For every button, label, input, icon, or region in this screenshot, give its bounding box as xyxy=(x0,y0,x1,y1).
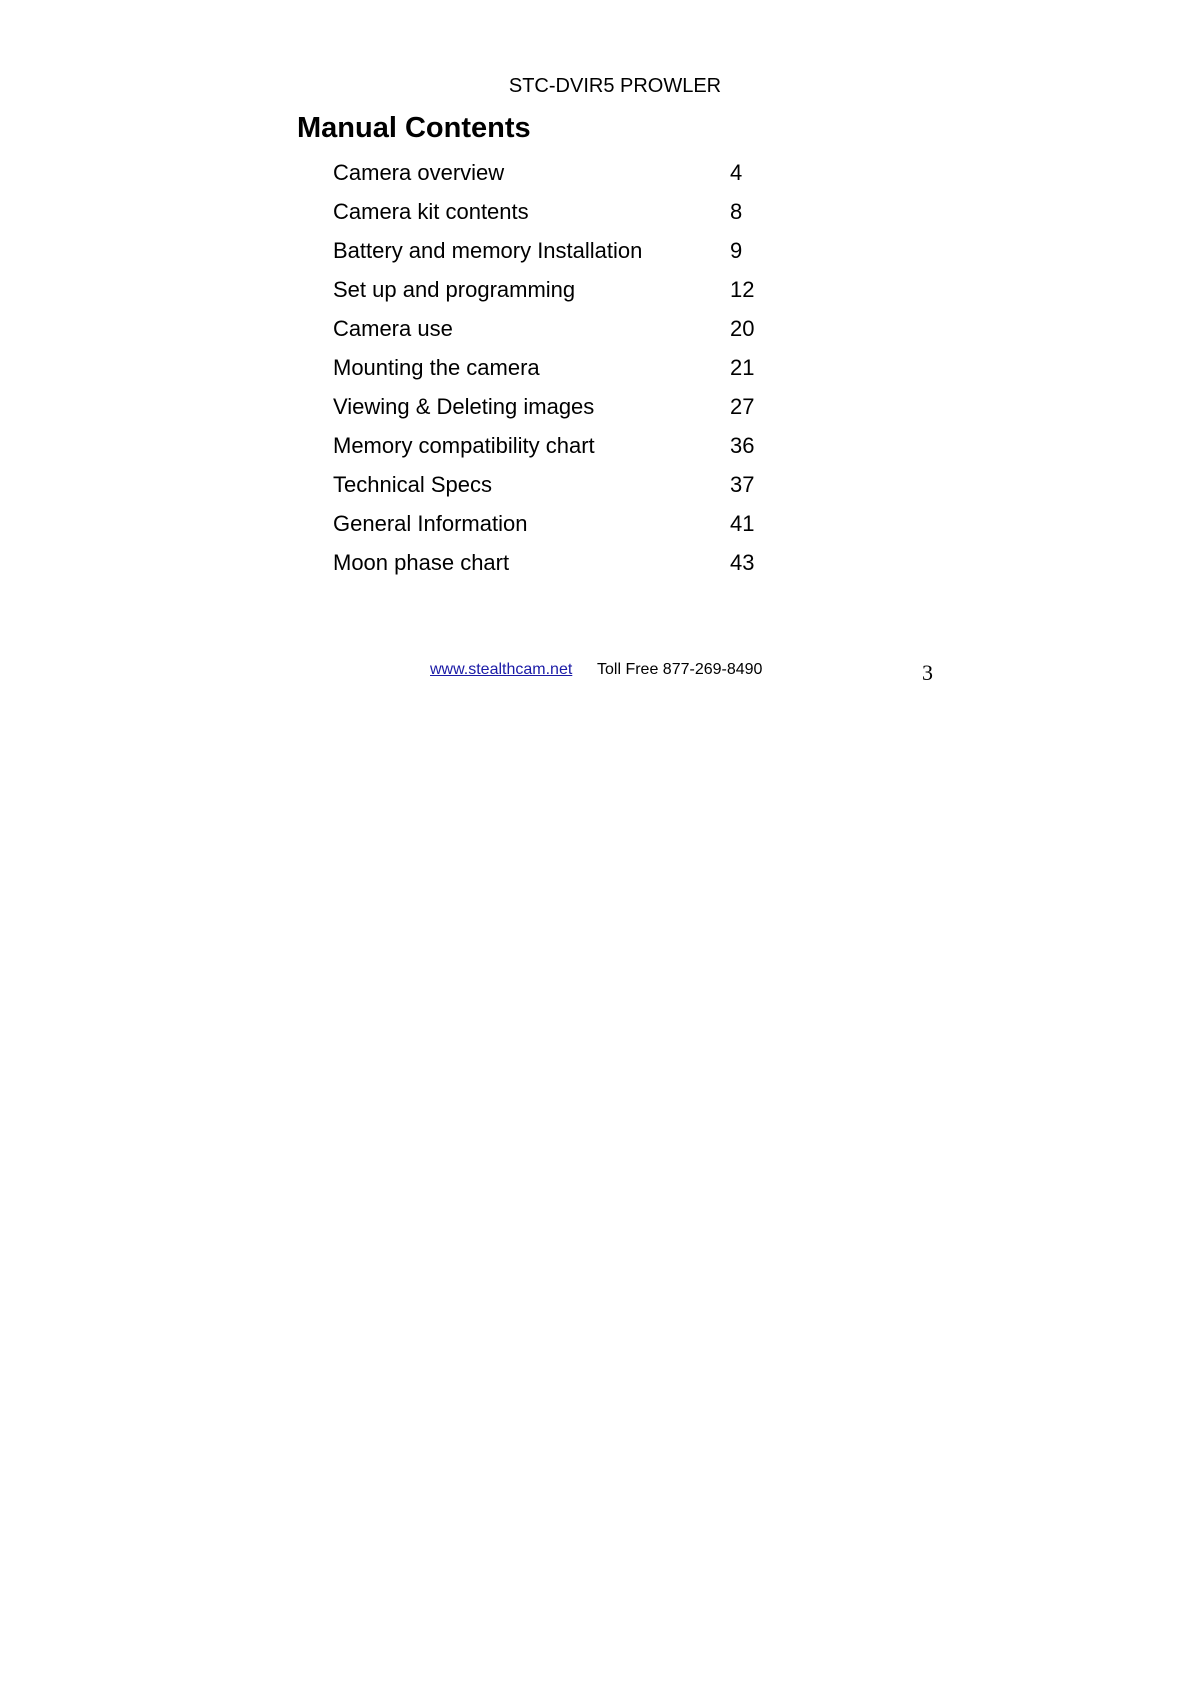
toc-entry-label: Camera kit contents xyxy=(333,199,529,224)
toc-entry-label: Camera overview xyxy=(333,160,505,185)
toc-entry-label: Memory compatibility chart xyxy=(333,433,595,458)
toc-entry-viewing-deleting-images xyxy=(333,391,793,430)
toc-entry-page: 37 xyxy=(730,472,755,497)
toc-entry-page: 27 xyxy=(730,394,755,419)
toc-entry-label: Camera use xyxy=(333,316,453,341)
toc-entry-label: Mounting the camera xyxy=(333,355,540,380)
toc-entry-page: 12 xyxy=(730,277,755,302)
website-link[interactable]: www.stealthcam.net xyxy=(430,661,573,678)
toc-entry-technical-specs xyxy=(333,469,793,508)
toc-entry-label: Viewing & Deleting images xyxy=(333,394,595,419)
toc-entry-page: 9 xyxy=(730,238,743,263)
toc-entry-mounting-camera xyxy=(333,352,793,391)
toc-entry-general-information xyxy=(333,508,793,547)
toc-entry-label: Battery and memory Installation xyxy=(333,238,643,263)
toc-entry-page: 36 xyxy=(730,433,755,458)
toc-entry-camera-use xyxy=(333,313,793,352)
toc-entry-page: 21 xyxy=(730,355,755,380)
toc-entry-label: General Information xyxy=(333,511,528,536)
toc-entry-memory-compatibility-chart xyxy=(333,430,793,469)
page-number: 3 xyxy=(922,660,933,685)
toc-list xyxy=(333,157,793,586)
toc-entry-label: Technical Specs xyxy=(333,472,492,497)
toc-entry-set-up-programming xyxy=(333,274,793,313)
page-header: STC-DVIR5 PROWLER xyxy=(508,75,722,97)
toll-free-phone: Toll Free 877-269-8490 xyxy=(597,661,763,678)
toc-entry-camera-kit-contents xyxy=(333,196,793,235)
toc-entry-label: Moon phase chart xyxy=(333,550,510,575)
toc-title: Manual Contents xyxy=(297,112,531,144)
toc-entry-page: 43 xyxy=(730,550,755,575)
toc-entry-page: 8 xyxy=(730,199,743,224)
toc-entry-page: 4 xyxy=(730,160,743,185)
toc-entry-page: 20 xyxy=(730,316,755,341)
toc-entry-battery-memory-installation xyxy=(333,235,793,274)
toc-entry-moon-phase-chart xyxy=(333,547,793,586)
toc-entry-label: Set up and programming xyxy=(333,277,576,302)
toc-entry-page: 41 xyxy=(730,511,755,536)
toc-entry-camera-overview xyxy=(333,157,793,196)
